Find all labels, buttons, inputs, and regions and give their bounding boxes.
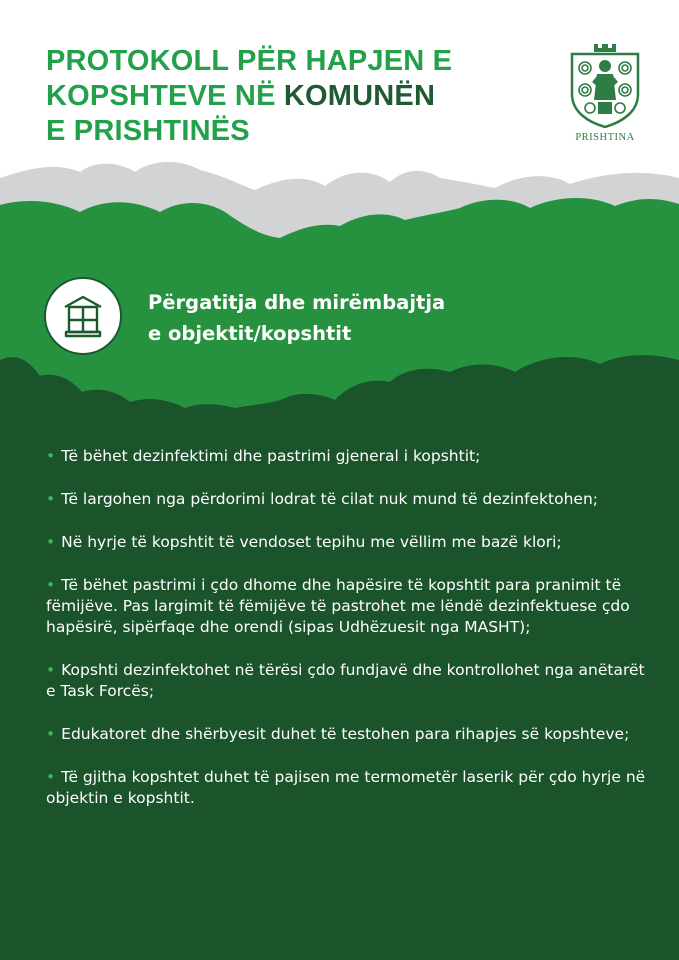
logo-text: PRISHTINA: [575, 132, 635, 143]
protocol-bullet-list: [46, 446, 646, 831]
prishtina-logo: [568, 42, 642, 143]
section-title: [148, 287, 568, 349]
title-part-3: E PRISHTINËS: [46, 115, 250, 147]
list-item: [46, 489, 646, 510]
list-item: [46, 767, 646, 809]
prishtina-coat-of-arms-icon: [568, 42, 642, 128]
bullet-dot-icon: •: [46, 490, 56, 508]
list-item-text: Të largohen nga përdorimi lodrat të cilat nuk mund të dezinfektohen;: [61, 490, 599, 508]
section-title-line-1: Përgatitja dhe mirëmbajtja: [148, 291, 446, 314]
list-item: [46, 660, 646, 702]
list-item-text: Të gjitha kopshtet duhet të pajisen me termometër laserik për çdo hyrje në objektin e kopshtit.: [46, 768, 646, 807]
section-icon-circle: [44, 277, 122, 355]
bullet-dot-icon: •: [46, 447, 56, 465]
title-part-1: PROTOKOLL PËR HAPJEN E KOPSHTEVE NË: [46, 45, 453, 112]
bullet-dot-icon: •: [46, 768, 56, 786]
bullet-dot-icon: •: [46, 661, 56, 679]
title-part-2: KOMUNËN: [283, 80, 436, 112]
bullet-dot-icon: •: [46, 533, 56, 551]
section-title-line-2: e objektit/kopshtit: [148, 322, 352, 345]
list-item-text: Të bëhet pastrimi i çdo dhome dhe hapësire të kopshtit para pranimit të fëmijëve. Pas largimit të fëmijëve të pastrohet me lëndë dezinfektuese çdo hapësirë, sipërfaqe dhe orendi (sipas Udhëzuesit nga MASHT);: [46, 576, 630, 636]
list-item: [46, 724, 646, 745]
bullet-dot-icon: •: [46, 725, 56, 743]
list-item: [46, 575, 646, 638]
list-item: [46, 532, 646, 553]
list-item: [46, 446, 646, 467]
list-item-text: Kopshti dezinfektohet në tërësi çdo fundjavë dhe kontrollohet nga anëtarët e Task Forcës;: [46, 661, 645, 700]
list-item-text: Në hyrje të kopshtit të vendoset tepihu me vëllim me bazë klori;: [61, 533, 562, 551]
list-item-text: Të bëhet dezinfektimi dhe pastrimi gjeneral i kopshtit;: [61, 447, 481, 465]
page-title: [46, 44, 526, 149]
bullet-dot-icon: •: [46, 576, 56, 594]
window-icon: [61, 294, 105, 338]
list-item-text: Edukatoret dhe shërbyesit duhet të testohen para rihapjes së kopshteve;: [61, 725, 630, 743]
